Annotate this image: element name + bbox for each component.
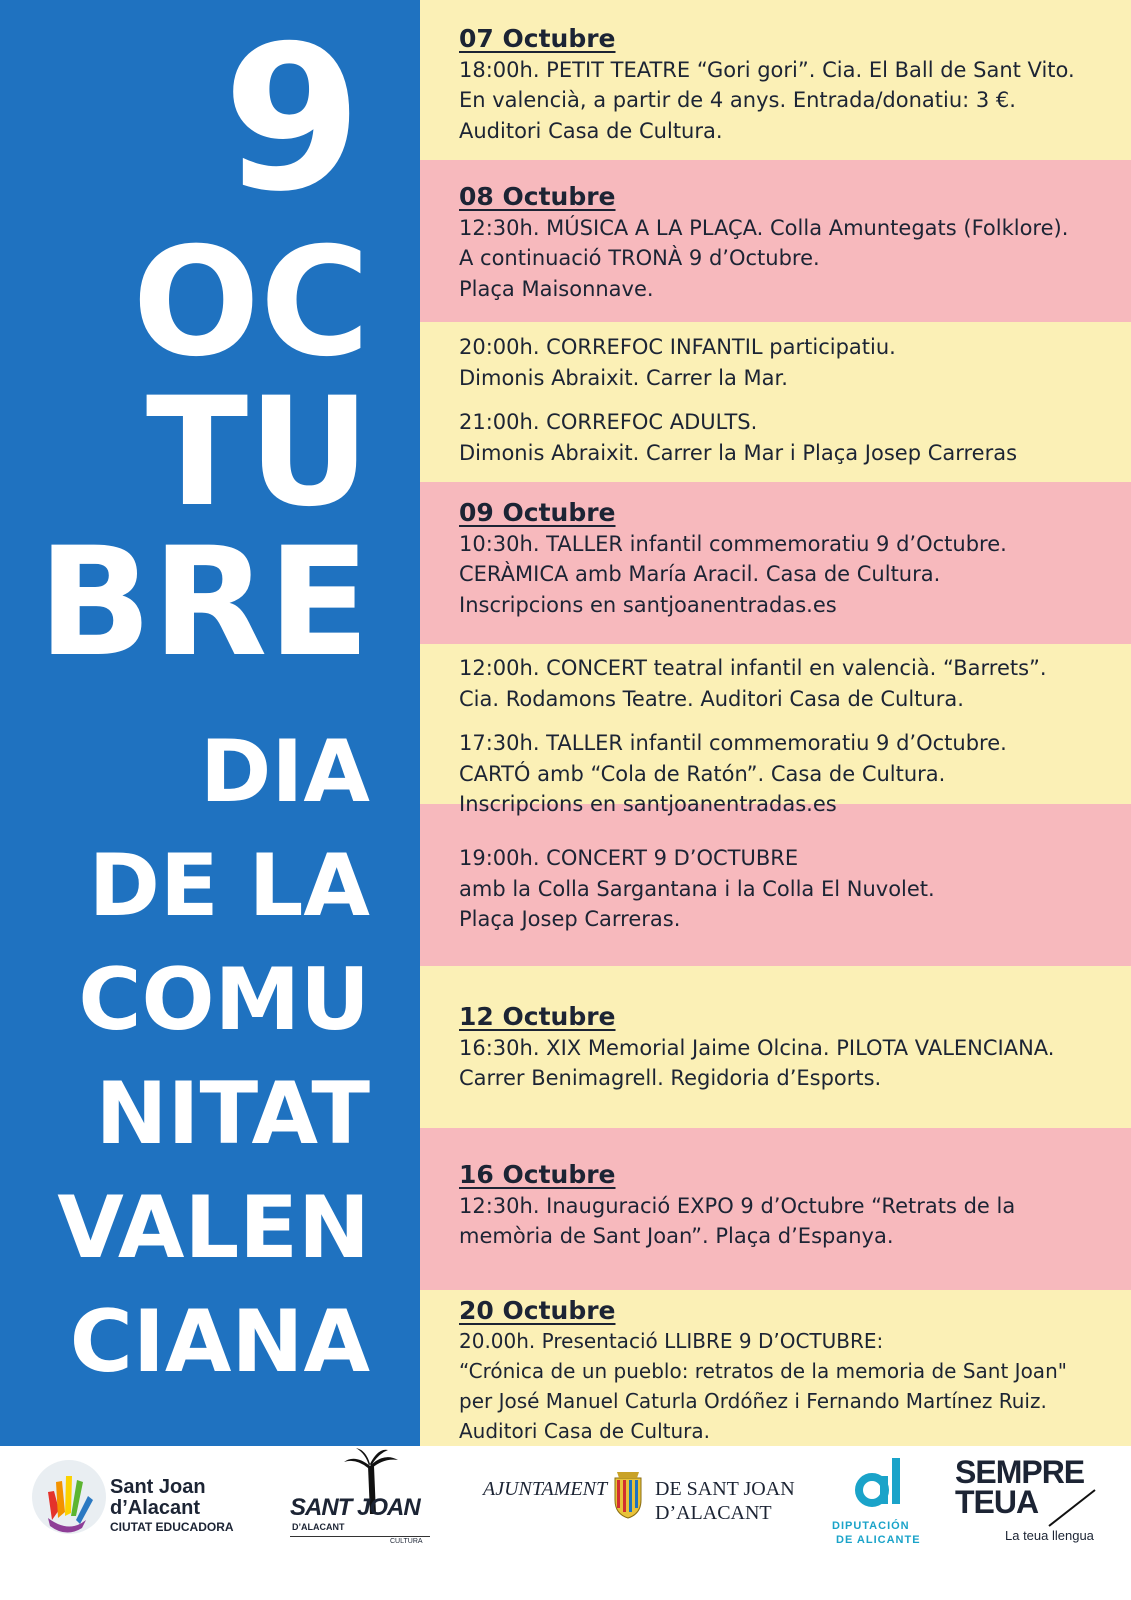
title-line-dia: DIA (200, 722, 370, 822)
event-line: Plaça Maisonnave. (459, 276, 654, 301)
event-line: Dimonis Abraixit. Carrer la Mar. (459, 365, 788, 390)
event-line: Inscripcions en santjoanentradas.es (459, 592, 837, 617)
event-line: Dimonis Abraixit. Carrer la Mar i Plaça Josep Carreras (459, 440, 1018, 465)
event-09-taller-carto (459, 728, 1007, 820)
event-09-concert-teatral (459, 653, 1047, 714)
event-line: 20.00h. Presentació LLIBRE 9 D’OCTUBRE: (459, 1329, 884, 1353)
logo-divider (290, 1536, 430, 1537)
event-date: 09 Octubre (459, 498, 616, 527)
diputacion-al-icon (850, 1454, 910, 1514)
event-line: A continuació TRONÀ 9 d’Octubre. (459, 246, 820, 270)
title-line-ciana: CIANA (69, 1292, 370, 1392)
event-line: Cia. Rodamons Teatre. Auditori Casa de Cultura. (459, 686, 964, 711)
event-08 (459, 182, 1068, 304)
logo-ajuntament (483, 1470, 793, 1540)
title-line-valen: VALEN (57, 1178, 370, 1278)
coat-of-arms-icon (611, 1470, 645, 1520)
event-line: 16:30h. XIX Memorial Jaime Olcina. PILOTA VALENCIANA. (459, 1035, 1055, 1060)
events-panel (420, 0, 1131, 1446)
logo-diputacion (832, 1454, 932, 1554)
logo-teua: TEUA (955, 1484, 1039, 1520)
event-date: 16 Octubre (459, 1160, 616, 1189)
event-line: Auditori Casa de Cultura. (459, 118, 723, 143)
event-08-correfoc-infantil (459, 332, 896, 393)
title-line-comu: COMU (78, 950, 370, 1050)
event-line: memòria de Sant Joan”. Plaça d’Espanya. (459, 1224, 894, 1248)
event-line: 10:30h. TALLER infantil commemoratiu 9 d’Octubre. (459, 531, 1007, 556)
event-line: 12:30h. MÚSICA A LA PLAÇA. Colla Amuntegats (Folklore). (459, 215, 1069, 240)
title-line-nitat: NITAT (95, 1064, 370, 1164)
logo-text-line3: CIUTAT EDUCADORA (110, 1520, 234, 1534)
logo-diputacion-line1: DIPUTACIÓN (832, 1520, 910, 1532)
hand-logo-icon (30, 1458, 108, 1536)
title-line-de-la: DE LA (88, 836, 370, 936)
event-09 (459, 498, 1007, 620)
event-line: 20:00h. CORREFOC INFANTIL participatiu. (459, 335, 896, 359)
event-12 (459, 1002, 1054, 1094)
sponsor-footer (0, 1446, 1131, 1600)
event-07 (459, 24, 1075, 146)
logo-tag-text: CULTURA (390, 1538, 423, 1545)
event-line: 21:00h. CORREFOC ADULTS. (459, 410, 758, 434)
title-line-tu: TU (145, 366, 370, 540)
logo-ajuntament-left: AJUNTAMENT (483, 1478, 608, 1500)
event-line: Auditori Casa de Cultura. (459, 1419, 710, 1443)
logo-sant-joan-educadora (30, 1458, 260, 1538)
event-08-correfoc-adults (459, 407, 1017, 468)
title-line-oc: OC (132, 216, 370, 390)
event-line: 12:30h. Inauguració EXPO 9 d’Octubre “Retrats de la (459, 1193, 1016, 1218)
event-line: En valencià, a partir de 4 anys. Entrada/donatiu: 3 €. (459, 88, 1016, 112)
event-line: “Crónica de un pueblo: retratos de la memoria de Sant Joan" (459, 1359, 1067, 1383)
slash-icon (1047, 1488, 1097, 1528)
event-16 (459, 1160, 1015, 1252)
event-line: 17:30h. TALLER infantil commemoratiu 9 d’Octubre. (459, 731, 1007, 755)
logo-sempre: SEMPRE (955, 1454, 1085, 1490)
event-date: 07 Octubre (459, 24, 616, 53)
logo-sant-joan-cultura (290, 1446, 440, 1546)
title-line-9: 9 (222, 3, 362, 236)
event-line: CARTÓ amb “Cola de Ratón”. Casa de Cultura. (459, 761, 946, 786)
event-line: 12:00h. CONCERT teatral infantil en valencià. “Barrets”. (459, 656, 1047, 680)
event-line: per José Manuel Caturla Ordóñez i Fernando Martínez Ruiz. (459, 1389, 1047, 1413)
event-date: 12 Octubre (459, 1002, 616, 1031)
title-line-bre: BRE (37, 516, 370, 690)
logo-text-line2: d’Alacant (110, 1497, 201, 1519)
event-line: CERÀMICA amb María Aracil. Casa de Cultura. (459, 562, 941, 586)
event-date: 20 Octubre (459, 1296, 616, 1325)
logo-sempre-teua (955, 1454, 1105, 1554)
event-line: 19:00h. CONCERT 9 D’OCTUBRE (459, 846, 799, 870)
event-line: 18:00h. PETIT TEATRE “Gori gori”. Cia. El Ball de Sant Vito. (459, 57, 1075, 82)
event-20 (459, 1296, 1067, 1446)
event-line: Carrer Benimagrell. Regidoria d’Esports. (459, 1066, 882, 1090)
event-09-concert (459, 843, 935, 935)
logo-sempre-sub: La teua llengua (1005, 1528, 1094, 1543)
title-panel (0, 0, 420, 1446)
logo-ajuntament-right2: D’ALACANT (655, 1502, 772, 1524)
logo-main-text: SANT JOAN (290, 1494, 420, 1521)
event-line: amb la Colla Sargantana i la Colla El Nuvolet. (459, 876, 935, 901)
event-date: 08 Octubre (459, 182, 616, 211)
event-line: Inscripcions en santjoanentradas.es (459, 792, 837, 816)
logo-ajuntament-right1: DE SANT JOAN (655, 1478, 795, 1500)
logo-text-line1: Sant Joan (110, 1476, 206, 1498)
event-line: Plaça Josep Carreras. (459, 907, 681, 931)
logo-diputacion-line2: DE ALICANTE (836, 1534, 921, 1546)
logo-sub-text: D’ALACANT (292, 1522, 345, 1532)
